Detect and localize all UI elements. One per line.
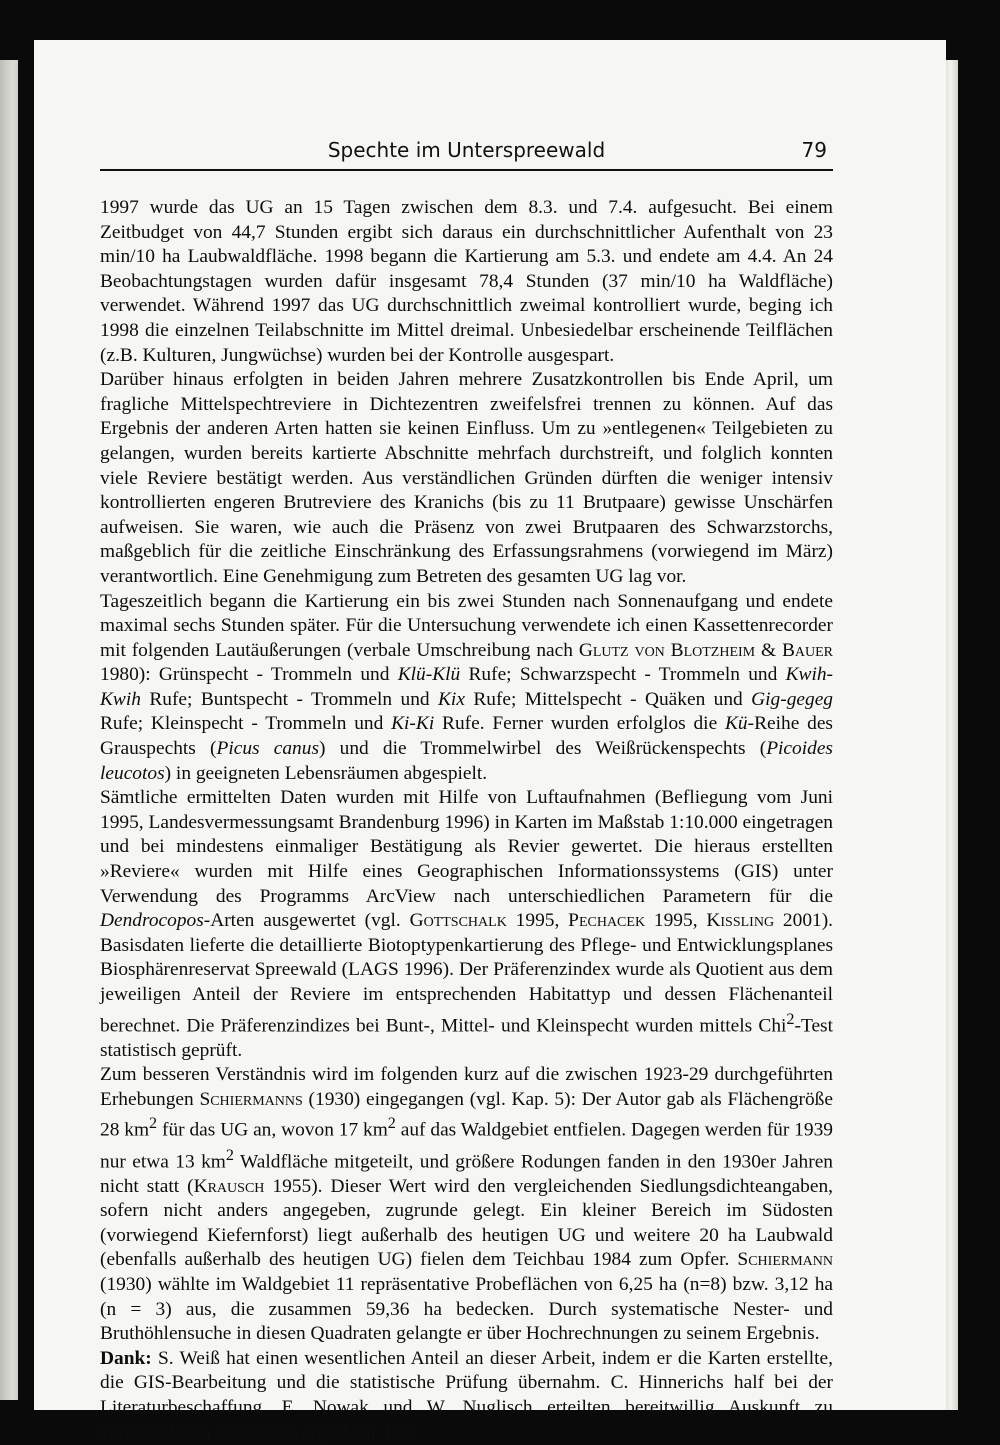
call-term: Kü	[725, 713, 748, 735]
genus-name: Dendrocopos	[100, 910, 204, 932]
call-term: Kwih-Kwih	[100, 664, 833, 710]
running-title: Spechte im Unterspreewald	[327, 138, 606, 162]
paragraph-methods-2: Darüber hinaus erfolgten in beiden Jahren mehrere Zusatzkontrollen bis Ende April, um fragliche Mittelspechtreviere in Dichtezentren zweifelsfrei trennen zu können. Auf das Ergebnis der anderen Arten hatten sie keinen Einfluss. Um zu »entlegenen« Teilgebieten zu gelangen, wurden bereits kartierte Abschnitte mehrfach durchstreift, und folglich konnten viele Reviere bestätigt werden. Aus verständlichen Gründen dürften die weniger intensiv kontrollierten engeren Brutreviere des Kranichs (bis zu 11 Brutpaare) gewisse Unschärfen aufweisen. Sie waren, wie auch die Präsenz von zwei Brutpaaren des Schwarzstorchs, maßgeblich für die zeitliche Einschränkung des Erfassungsrahmens (vorwiegend im März) verantwortlich. Eine Genehmigung zum Betreten des gesamten UG lag vor.	[100, 369, 833, 587]
call-term: Klü-Klü	[397, 664, 461, 686]
paragraph-methods-5: Zum besseren Verständnis wird im folgenden kurz auf die zwischen 1923-29 durchgeführten Erhebungen Schiermanns (1930) eingegangen (vgl. Kap. 5): Der Autor gab als Flächengröße 28 $km^2$ für das UG an, wovon 17 $km^2$ auf das Waldgebiet entfielen. Dagegen werden für 1939 nur etwa 13 $km^2$ Waldfläche mitgeteilt, und größere Rodungen fanden in den 1930er Jahren nicht statt (Krausch 1955). Dieser Wert wird den vergleichenden Siedlungsdichteangaben, sofern nicht anders angegeben, zugrunde gelegt. Ein kleiner Bereich im Südosten (vorwiegend Kiefernforst) liegt außerhalb des heutigen UG und weitere 20 ha Laubwald (ebenfalls außerhalb des heutigen UG) fielen dem Teichbau 1984 zum Opfer. Schiermann (1930) wählte im Waldgebiet 11 repräsentative Probeflächen von 6,25 ha (n=8) bzw. 3,12 ha (n = 3) aus, die zusammen 59,36 ha bedecken. Durch systematische Nester- und Bruthöhlensuche in diesen Quadraten gelangte er über Hochrechnungen zu seinem Ergebnis.	[100, 1064, 834, 1345]
previous-page-edge	[0, 60, 18, 1400]
author-citation: Krausch	[193, 1175, 265, 1197]
author-citation: Schiermanns	[199, 1088, 303, 1110]
acknowledgement-label: Dank:	[100, 1347, 152, 1369]
author-citation: Glutz von Blotzheim	[578, 639, 756, 661]
call-term: Gig-gegeg	[751, 688, 833, 710]
paragraph-methods-4: Sämtliche ermittelten Daten wurden mit Hilfe von Luftaufnahmen (Befliegung vom Juni 1995, Landesvermessungsamt Brandenburg 1996) in Karten im Maßstab 1:10.000 eingetragen und bei mindestens einmaliger Bestätigung als Revier gewertet. Die hieraus erstellten »Reviere« wurden mit Hilfe eines Geographischen Informationssystems (GIS) unter Verwendung des Programms ArcView nach unterschiedlichen Parametern für die Dendrocopos-Arten ausgewertet (vgl. Gottschalk 1995, Pechacek 1995, Kissling 2001). Basisdaten lieferte die detaillierte Biotoptypenkartierung des Pflege- und Entwicklungsplanes Biosphärenreservat Spreewald (LAGS 1996). Der Präferenzindex wurde als Quotient aus dem jeweiligen Anteil der Reviere im entsprechenden Habitattyp und dessen Flächenanteil berechnet. Die Präferenzindizes bei Bunt-, Mittel- und Kleinspecht wurden mittels Chi$^2$-Test statistisch geprüft.	[100, 787, 834, 1061]
author-citation: Gottschalk	[409, 910, 507, 932]
call-term: Kix	[438, 688, 465, 710]
page-stack-edge	[946, 60, 958, 1410]
body-text	[100, 196, 833, 1445]
call-term: Ki-Ki	[391, 713, 435, 735]
paragraph-acknowledgements: Dank: S. Weiß hat einen wesentlichen Anteil an dieser Arbeit, indem er die Karten erstellte, die GIS-Bearbeitung und die statistische Prüfung übernahm. C. Hinnerichs half bei der Literaturbeschaffung. E. Nowak und W. Nuglisch erteilten bereitwillig Auskunft zu verschiedenen forstlichen Aspekten. Das	[100, 1347, 833, 1443]
author-citation: Pechacek	[568, 910, 646, 932]
author-citation: Schiermann	[737, 1249, 833, 1271]
author-citation: Kissling	[706, 910, 775, 932]
page-number: 79	[801, 138, 827, 162]
paragraph-methods-3: Tageszeitlich begann die Kartierung ein bis zwei Stunden nach Sonnenaufgang und endete maximal sechs Stunden später. Für die Untersuchung verwendete ich einen Kassettenrecorder mit folgenden Lautäußerungen (verbale Umschreibung nach Glutz von Blotzheim & Bauer 1980): Grünspecht - Trommeln und Klü-Klü Rufe; Schwarzspecht - Trommeln und Kwih-Kwih Rufe; Buntspecht - Trommeln und Kix Rufe; Mittelspecht - Quäken und Gig-gegeg Rufe; Kleinspecht - Trommeln und Ki-Ki Rufe. Ferner wurden erfolglos die Kü-Reihe des Grauspechts (Picus canus) und die Trommelwirbel des Weißrückenspechts (Picoides leucotos) in geeigneten Lebensräumen abgespielt.	[100, 590, 833, 784]
header-rule	[100, 169, 833, 171]
species-name: Picus canus	[216, 738, 319, 760]
species-name: Picoides leucotos	[100, 738, 833, 784]
running-header	[100, 136, 833, 170]
paragraph-methods-1: 1997 wurde das UG an 15 Tagen zwischen dem 8.3. und 7.4. aufgesucht. Bei einem Zeitbudget von 44,7 Stunden ergibt sich daraus ein durchschnittlicher Aufenthalt von 23 min/10 ha Laubwaldfläche. 1998 begann die Kartierung am 5.3. und endete am 4.4. An 24 Beobachtungstagen wurden dafür insgesamt 78,4 Stunden (37 min/10 ha Waldfläche) verwendet. Während 1997 das UG durchschnittlich zweimal kontrolliert wurde, beging ich 1998 die einzelnen Teilabschnitte im Mittel dreimal. Unbesiedelbar erscheinende Teilflächen (z.B. Kulturen, Jungwüchse) wurden bei der Kontrolle ausgespart.	[100, 197, 833, 366]
author-citation: Bauer	[781, 639, 833, 661]
